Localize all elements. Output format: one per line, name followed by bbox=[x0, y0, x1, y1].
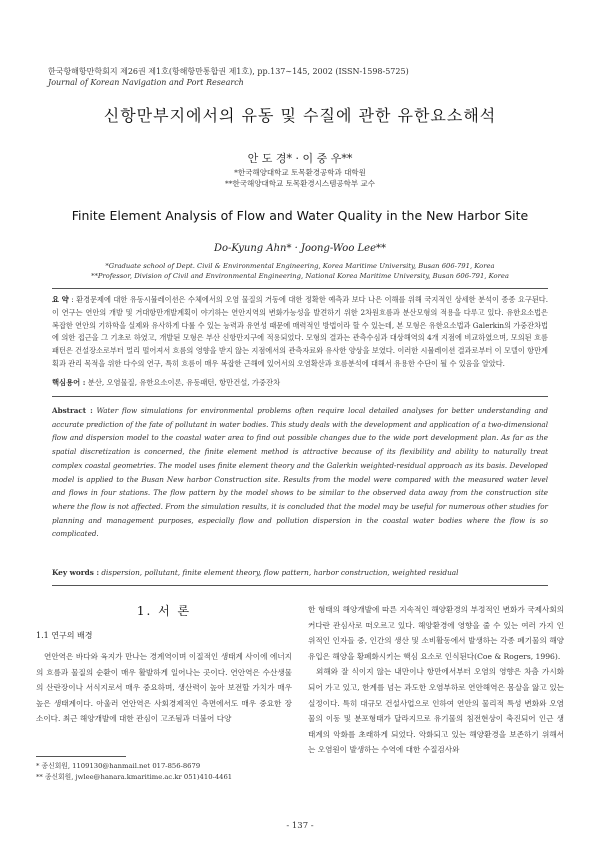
body-column-right bbox=[308, 602, 564, 758]
affiliation-en-1: *Graduate school of Dept. Civil & Environmental Engineering, Korea Maritime University, Busan 606-791, Korea bbox=[105, 262, 495, 270]
abstract-en bbox=[52, 404, 548, 541]
paper-title-ko: 신항만부지에서의 유동 및 수질에 관한 유한요소해석 bbox=[103, 106, 497, 125]
divider-bottom bbox=[52, 585, 548, 586]
keywords-en-label: Key words : bbox=[52, 568, 100, 577]
section-title: 1. 서 론 bbox=[136, 604, 192, 618]
footnote-2: ** 종신회원, jwlee@hanara.kmaritime.ac.kr 051)410-4461 bbox=[36, 773, 233, 781]
abstract-ko-text: : 환경문제에 대한 유동시뮬레이션은 수체에서의 오염 물질의 거동에 대한 정확한 예측과 보다 나은 이해를 위해 국지적인 상세한 분석이 종종 요구된다. 이 연구는 연안의 개발 및 거대항만개발계획이 야기하는 연안지역의 변화가능성을 발견하기 위한 2차원흐름과 분산모형의 적용을 다루고 있다. 유한요소법은 복잡한 연안의 기하학을 실제와 유사하게 다룰 수 있는 능력과 유연성 때문에 매력적인 방법이라 할 수 있는데, 본 모형은 유한요소법과 Galerkin의 가중잔차법에 의한 접근을 그 기초로 하였고, 개발된 모형은 부산 신항만지구에 적용되었다. 모형의 결과는 관측수심과 대상해역의 4개 지점에 비교하였으며, 모의된 흐름 패턴은 건설장소로부터 멀리 떨어져서 흐름의 영향을 받지 않는 지점에서의 관측자료와 유사한 양상을 보였다. 이러한 시뮬레이션 결과로부터 이 모델이 항만계획과 관리 목적을 위한 다수의 연구, 특히 흐름이 매우 복잡한 근해에 있어서의 오염확산과 흐름분석에 대해서 유용한 수단이 될 수 있음을 알았다. bbox=[52, 295, 549, 368]
footnote-rule bbox=[36, 756, 126, 757]
keywords-ko bbox=[52, 378, 548, 388]
abstract-en-label: Abstract : bbox=[52, 406, 93, 415]
journal-name-en: Journal of Korean Navigation and Port Research bbox=[48, 78, 244, 87]
body-column-left bbox=[36, 649, 292, 727]
affiliation-ko-1: *한국해양대학교 토목환경공학과 대학원 bbox=[234, 168, 366, 177]
footnotes bbox=[36, 761, 292, 783]
keywords-ko-text: 분산, 오염물질, 유한요소이론, 유동패턴, 항만건설, 가중잔차 bbox=[87, 378, 281, 387]
divider-top bbox=[52, 288, 548, 289]
paragraph-right-1: 한 형태의 해양개발에 따른 지속적인 해양환경의 부정적인 변화가 국제사회의 커다란 관심사로 떠오르고 있다. 해양환경에 영향을 줄 수 있는 여러 가지 인위적인 인자들 중, 인간의 생산 및 소비활동에서 발생하는 각종 폐기물의 해양유입은 해양을 황폐화시키는 핵심 요소로 인식된다(Coe & Rogers, 1996). bbox=[308, 605, 564, 661]
subsection-title: 1.1 연구의 배경 bbox=[36, 631, 93, 640]
abstract-ko-label: 요 약 bbox=[52, 295, 69, 304]
affiliations-ko bbox=[0, 167, 600, 189]
keywords-en bbox=[52, 568, 548, 577]
journal-header bbox=[48, 66, 409, 88]
paragraph-left: 연안역은 바다와 육지가 만나는 경계역이며 이질적인 생태계 사이에 에너지의 흐름과 물질의 순환이 매우 활발하게 일어나는 곳이다. 연안역은 수산생물의 산란장이나 서식지로서 매우 중요하며, 생산력이 높아 보전할 가치가 매우 높은 생태계이다. 아울러 연안역은 사회경제적인 측면에서도 매우 중요한 장소이다. 최근 해양개발에 대한 관심이 고조됨과 더불어 다양 bbox=[36, 652, 292, 724]
journal-citation-ko: 한국항해항만학회지 제26권 제1호(항해항만통합권 제1호), pp.137∼145, 2002 (ISSN-1598-5725) bbox=[48, 67, 409, 76]
affiliation-ko-2: **한국해양대학교 토목환경시스템공학부 교수 bbox=[225, 179, 375, 188]
keywords-en-text: dispersion, pollutant, finite element theory, flow pattern, harbor construction, weighted residual bbox=[101, 568, 459, 577]
authors-ko: 안 도 경* · 이 중 우** bbox=[247, 152, 353, 165]
page-number: - 137 - bbox=[286, 821, 314, 831]
abstract-en-text: Water flow simulations for environmental problems often require local detailed analyses for better understanding and accurate prediction of the fate of pollutant in water bodies. This study deals with the development and application of a two-dimensional flow and dispersion model to the coastal water area to find out possible changes due to the wide port development plan. As far as the spatial discretization is concerned, the finite element method is attractive because of its flexibility and ability to naturally treat complex coastal geometries. The model uses finite element theory and the Galerkin weighted-residual approach as its basis. Developed model is applied to the Busan New harbor Construction site. Results from the model were compared with the measured water level and flows in four stations. The flow pattern by the model shows to be similar to the observed data away from the construction site where the flow is not affected. From the simulation results, it is concluded that the model may be useful for numerous other studies for planning and management purposes, especially flow and pollution dispersion in the coastal water bodies where the flow is so complicated. bbox=[52, 406, 549, 539]
abstract-ko bbox=[52, 294, 548, 371]
affiliation-en-2: **Professor, Division of Civil and Environmental Engineering, National Korea Maritime University, Busan 606-791, Korea bbox=[91, 271, 509, 280]
paragraph-right-2: 외해와 잘 식이지 않는 내만이나 항만에서부터 오염의 영향은 차츰 가시화되어 가고 있고, 한계를 넘는 과도한 오염부하로 연안해역은 몸살을 앓고 있는 실정이다. 특히 대규모 건설사업으로 인하여 연안의 물리적 특성 변화와 오염물의 이동 및 분포형태가 달라지므로 유기물의 침전현상이 축진되어 인근 생태계의 악화를 초래하게 되었다. 악화되고 있는 해양환경을 보존하기 위해서는 오염원이 발생하는 수역에 대한 수질검사와 bbox=[308, 667, 564, 755]
keywords-ko-label: 핵심용어 : bbox=[52, 378, 86, 387]
authors-en: Do-Kyung Ahn* · Joong-Woo Lee** bbox=[213, 243, 387, 254]
affiliations-en bbox=[20, 262, 580, 281]
paper-title-en: Finite Element Analysis of Flow and Water Quality in the New Harbor Site bbox=[71, 208, 529, 223]
footnote-1: * 종신회원, 1109130@hanmail.net 017-856-8679 bbox=[36, 762, 201, 770]
divider-mid bbox=[52, 396, 548, 397]
